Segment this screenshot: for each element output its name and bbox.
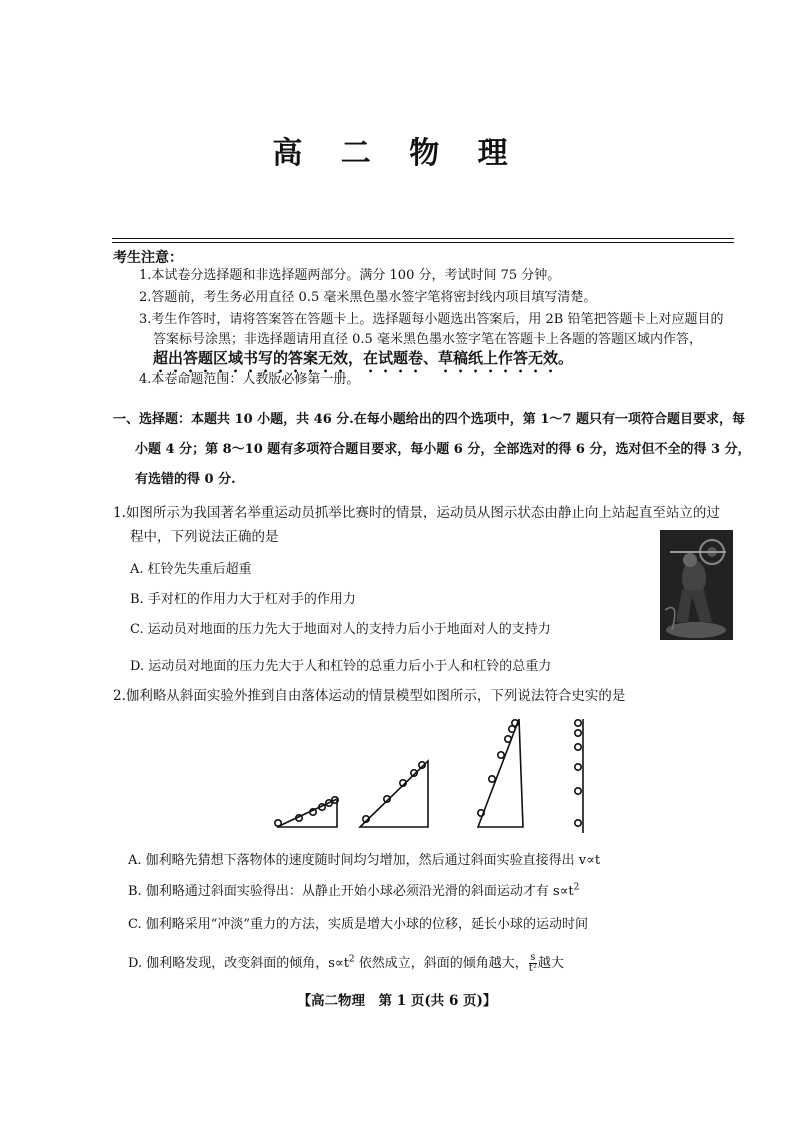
incline-diagram [265, 715, 605, 835]
notice-heading: 考生注意： [113, 250, 183, 266]
q1-option-b: B. 手对杠的作用力大于杠对手的作用力 [130, 592, 356, 607]
notice-item-4: 4.本卷命题范围：人教版必修第一册。 [139, 372, 360, 387]
section-heading-line1: 一、选择题：本题共 10 小题，共 46 分.在每小题给出的四个选项中，第 1～7 题只有一项符合题目要求，每 [113, 412, 745, 427]
page-footer: 【高二物理 第 1 页(共 6 页)】 [297, 993, 497, 1009]
q2-stem: 2.伽利略从斜面实验外推到自由落体运动的情景模型如图所示，下列说法符合史实的是 [113, 688, 626, 704]
q2-option-b-text: B. 伽利略通过斜面实验得出：从静止开始小球必须沿光滑的斜面运动才有 s∝t [128, 884, 574, 899]
q2-option-d-fraction [529, 953, 537, 974]
q2-option-d-mid: 依然成立，斜面的倾角越大， [354, 956, 528, 971]
page-title: 高 二 物 理 [272, 136, 522, 171]
notice-item-3: 3.考生作答时，请将答案答在答题卡上。选择题每小题选出答案后，用 2B 铅笔把答题卡上对应题目的 [139, 312, 724, 327]
q1-option-c: C. 运动员对地面的压力先大于地面对人的支持力后小于地面对人的支持力 [130, 622, 551, 637]
q1-option-a: A. 杠铃先失重后超重 [130, 562, 252, 577]
q2-option-b-exponent: 2 [573, 882, 580, 893]
q2-option-d-text: D. 伽利略发现，改变斜面的倾角，s∝t [128, 956, 349, 971]
notice-item-3-emphasis: 超出答题区域书写的答案无效，在试题卷、草稿纸上作答无效。 [153, 349, 574, 367]
weightlifter-photo [660, 530, 733, 640]
fraction-numerator: s [530, 952, 536, 963]
q2-option-d [128, 952, 564, 974]
fraction-denominator: t² [528, 963, 537, 974]
q1-stem-line1: 1.如图所示为我国著名举重运动员抓举比赛时的情景，运动员从图示状态由静止向上站起直至站立的过 [113, 505, 720, 521]
q1-stem-line2: 程中，下列说法正确的是 [130, 529, 279, 545]
q2-option-a: A. 伽利略先猜想下落物体的速度随时间均匀增加，然后通过斜面实验直接得出 v∝t [128, 853, 601, 868]
notice-item-2: 2.答题前，考生务必用直径 0.5 毫米黑色墨水签字笔将密封线内项目填写清楚。 [139, 290, 597, 305]
section-heading-line3: 有选错的得 0 分. [135, 472, 236, 487]
notice-item-3-cont: 答案标号涂黑；非选择题请用直径 0.5 毫米黑色墨水签字笔在答题卡上各题的答题区域内作答， [153, 332, 702, 347]
q2-option-d-exponent: 2 [348, 954, 355, 965]
q2-option-c: C. 伽利略采用“冲淡”重力的方法，实质是增大小球的位移，延长小球的运动时间 [128, 917, 589, 932]
section-heading-line2: 小题 4 分；第 8～10 题有多项符合题目要求，每小题 6 分，全部选对的得 6 分，选对但不全的得 3 分， [135, 442, 751, 457]
notice-item-1: 1.本试卷分选择题和非选择题两部分。满分 100 分，考试时间 75 分钟。 [139, 268, 561, 283]
q2-option-d-end: 越大 [537, 956, 564, 971]
header-rule [112, 238, 734, 239]
q1-option-d: D. 运动员对地面的压力先大于人和杠铃的总重力后小于人和杠铃的总重力 [130, 659, 552, 674]
header-rule-thin [112, 242, 734, 243]
q2-option-b [128, 880, 579, 899]
